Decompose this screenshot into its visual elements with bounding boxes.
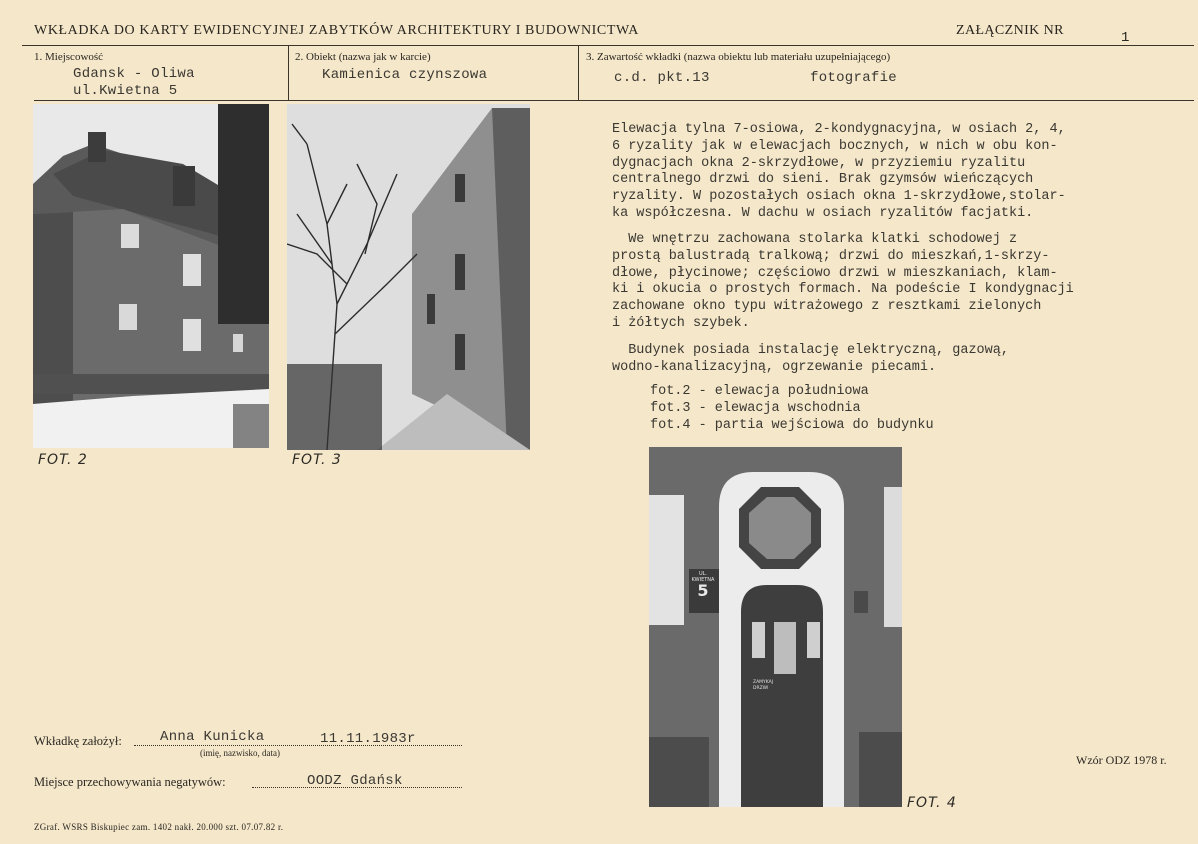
description-line: ki i okucia o prostych formach. Na podeście I kondygnacji [612, 282, 1074, 298]
content-label: 3. Zawartość wkładki (nazwa obiektu lub materiału uzupełniającego) [586, 51, 891, 63]
photo-entrance [649, 447, 902, 807]
photo-south-elevation [33, 104, 269, 448]
house-number-sign [688, 571, 718, 599]
storage-value: OODZ Gdańsk [307, 773, 403, 789]
description-line: dygnacjach okna 2-skrzydłowe, w przyziemiu ryzalitu [612, 155, 1026, 171]
caption-photo-2: FOT. 2 [38, 452, 88, 468]
description-line: prostą balustradą tralkową; drzwi do mieszkań,1-skrzy- [612, 248, 1050, 264]
description-installations [612, 343, 1009, 377]
description-line: wodno-kanalizacyjną, ogrzewanie piecami. [612, 359, 937, 375]
description-line: zachowane okno typu witrażowego z resztkami zielonych [612, 299, 1042, 315]
header-rule [22, 45, 1194, 46]
cell-divider [288, 46, 289, 100]
photo-list [650, 384, 934, 434]
description-line: i żółtych szybek. [612, 315, 750, 331]
photo-list-item: fot.2 - elewacja południowa [650, 384, 869, 399]
cell-divider [578, 46, 579, 100]
founder-date: 11.11.1983r [320, 731, 416, 747]
form-title: WKŁADKA DO KARTY EWIDENCYJNEJ ZABYTKÓW ARCHITEKTURY I BUDOWNICTWA [34, 23, 639, 38]
printer-imprint: ZGraf. WSRS Biskupiec zam. 1402 nakł. 20.000 szt. 07.07.82 r. [34, 822, 284, 832]
description-line: centralnego drzwi do sieni. Brak gzymsów wieńczących [612, 172, 1034, 188]
storage-label: Miejsce przechowywania negatywów: [34, 775, 226, 789]
cells-rule [34, 100, 1194, 101]
description-line: dłowe, płycinowe; częściowo drzwi w mieszkaniach, klam- [612, 265, 1058, 281]
description-line: Budynek posiada instalację elektryczną, gazową, [612, 343, 1009, 358]
caption-photo-3: FOT. 3 [292, 452, 342, 468]
description-line: ryzality. W pozostałych osiach okna 1-skrzydłowe,stolar- [612, 189, 1066, 205]
description-line: 6 ryzality jak w elewacjach bocznych, w nich w obu kon- [612, 138, 1058, 154]
house-number: 5 [697, 581, 709, 600]
photo-list-item: fot.4 - partia wejściowa do budynku [650, 417, 934, 433]
description-rear-elevation [612, 122, 1066, 223]
founder-hint: (imię, nazwisko, data) [200, 748, 280, 758]
object-label: 2. Obiekt (nazwa jak w karcie) [295, 51, 431, 63]
content-ref: c.d. pkt.13 [614, 70, 710, 86]
content-value: fotografie [810, 70, 898, 86]
locality-value: Gdansk - Oliwa [73, 66, 195, 82]
annex-number: 1 [1121, 30, 1130, 46]
door-notice: ZAMYKAJ DRZWI [753, 680, 774, 691]
description-line: We wnętrzu zachowana stolarka klatki schodowej z [612, 232, 1018, 247]
founder-label: Wkładkę założył: [34, 734, 122, 748]
caption-photo-4: FOT. 4 [907, 795, 957, 811]
street-sign-text: UL. KWIETNA [691, 571, 715, 583]
locality-label: 1. Miejscowość [34, 51, 104, 63]
founder-name: Anna Kunicka [160, 729, 265, 745]
address-value: ul.Kwietna 5 [73, 83, 178, 99]
description-line: ka współczesna. W dachu w osiach ryzalitów facjatki. [612, 205, 1034, 221]
photo-list-item: fot.3 - elewacja wschodnia [650, 400, 861, 416]
photo-east-elevation [287, 104, 530, 450]
template-mark: Wzór ODZ 1978 r. [1076, 753, 1167, 767]
description-interior [612, 232, 1074, 333]
description-line: Elewacja tylna 7-osiowa, 2-kondygnacyjna, w osiach 2, 4, [612, 122, 1066, 137]
annex-label: ZAŁĄCZNIK NR [956, 23, 1064, 38]
object-value: Kamienica czynszowa [322, 67, 488, 83]
